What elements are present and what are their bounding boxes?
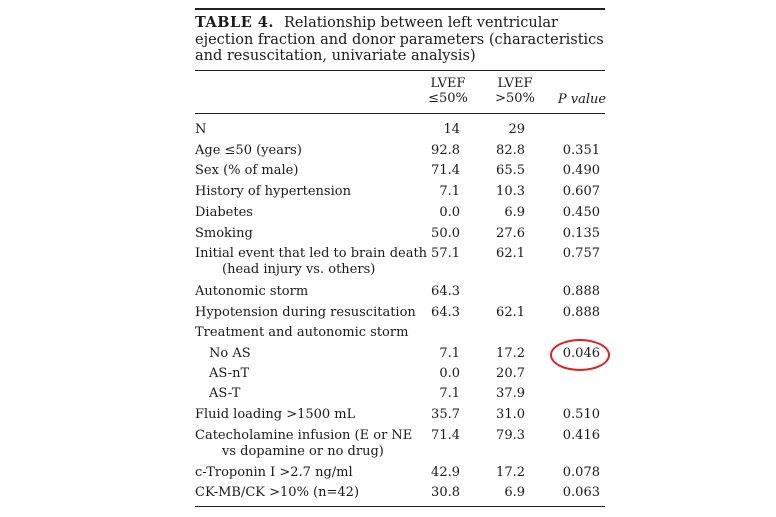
table-caption: Relationship between left ventricular ejection fraction and donor parameters (characteristics and resuscitation, univariate analysis): [195, 15, 604, 64]
row-value-lvef-high: 82.8: [496, 143, 525, 158]
row-label: [195, 428, 430, 459]
row-label: AS-T: [209, 386, 241, 401]
row-value-lvef-high: 17.2: [496, 346, 525, 361]
row-value-lvef-low: 35.7: [431, 407, 460, 422]
header-lvef-low: [418, 76, 478, 106]
row-label-line1: Initial event that led to brain death: [195, 246, 428, 261]
row-p-value: 0.888: [562, 305, 600, 320]
row-p-value: 0.063: [562, 485, 600, 500]
header-p-value-label: P value: [557, 92, 607, 107]
row-value-lvef-low: 7.1: [439, 346, 460, 361]
row-value-lvef-high: 17.2: [496, 465, 525, 480]
caption-rule: [195, 70, 605, 71]
table-label: TABLE 4.: [195, 14, 274, 31]
header-lvef-high-line1: LVEF: [497, 76, 533, 91]
header-lvef-low-line2: ≤50%: [428, 91, 468, 106]
row-value-lvef-high: 29: [508, 122, 525, 137]
row-value-lvef-low: 7.1: [439, 386, 460, 401]
row-value-lvef-high: 65.5: [496, 163, 525, 178]
row-label: Autonomic storm: [195, 284, 309, 299]
row-label: CK-MB/CK >10% (n=42): [195, 485, 360, 500]
row-value-lvef-high: 27.6: [496, 226, 525, 241]
row-label: Fluid loading >1500 mL: [195, 407, 356, 422]
row-label: [195, 246, 430, 277]
row-label: History of hypertension: [195, 184, 351, 199]
row-p-value: 0.888: [562, 284, 600, 299]
header-rule: [195, 113, 605, 114]
row-label: Sex (% of male): [195, 163, 299, 178]
header-lvef-low-line1: LVEF: [430, 76, 466, 91]
row-label: No AS: [209, 346, 251, 361]
row-value-lvef-low: 42.9: [431, 465, 460, 480]
row-value-lvef-high: 6.9: [504, 485, 525, 500]
row-value-lvef-high: 20.7: [496, 366, 525, 381]
row-p-value: 0.416: [562, 428, 600, 443]
bottom-rule: [195, 506, 605, 507]
row-value-lvef-low: 0.0: [439, 205, 460, 220]
row-value-lvef-low: 0.0: [439, 366, 460, 381]
row-value-lvef-high: 10.3: [496, 184, 525, 199]
row-p-value: 0.450: [562, 205, 600, 220]
row-label: Diabetes: [195, 205, 253, 220]
row-label: N: [195, 122, 207, 137]
header-lvef-high: [485, 76, 545, 106]
row-label: Age ≤50 (years): [195, 143, 302, 158]
row-p-value: 0.510: [562, 407, 600, 422]
row-p-value: 0.135: [562, 226, 600, 241]
row-value-lvef-low: 30.8: [431, 485, 460, 500]
row-value-lvef-low: 14: [443, 122, 460, 137]
row-p-value: 0.757: [562, 246, 600, 261]
top-rule: [195, 8, 605, 10]
row-value-lvef-low: 71.4: [431, 428, 460, 443]
row-label-line1: Catecholamine infusion (E or NE: [195, 428, 413, 443]
row-value-lvef-high: 6.9: [504, 205, 525, 220]
row-value-lvef-high: 31.0: [496, 407, 525, 422]
header-lvef-high-line2: >50%: [495, 91, 535, 106]
row-p-value: 0.351: [562, 143, 600, 158]
row-label-line2: (head injury vs. others): [222, 261, 376, 277]
row-label-line2: vs dopamine or no drug): [222, 443, 384, 459]
row-value-lvef-low: 92.8: [431, 143, 460, 158]
table-title: [195, 15, 615, 65]
row-label: Treatment and autonomic storm: [195, 325, 409, 340]
row-label: Smoking: [195, 226, 253, 241]
row-p-value: 0.607: [562, 184, 600, 199]
row-label: AS-nT: [209, 366, 250, 381]
row-value-lvef-high: 62.1: [496, 305, 525, 320]
highlight-circle: [550, 339, 610, 371]
row-value-lvef-low: 7.1: [439, 184, 460, 199]
row-value-lvef-low: 50.0: [431, 226, 460, 241]
row-value-lvef-high: 79.3: [496, 428, 525, 443]
row-value-lvef-high: 62.1: [496, 246, 525, 261]
row-label: c-Troponin I >2.7 ng/ml: [195, 465, 353, 480]
row-p-value: 0.078: [562, 465, 600, 480]
row-label: Hypotension during resuscitation: [195, 305, 416, 320]
row-value-lvef-low: 64.3: [431, 305, 460, 320]
row-value-lvef-high: 37.9: [496, 386, 525, 401]
row-value-lvef-low: 64.3: [431, 284, 460, 299]
row-value-lvef-low: 71.4: [431, 163, 460, 178]
row-p-value: 0.490: [562, 163, 600, 178]
header-p-value: [552, 92, 612, 107]
row-p-value: 0.046: [562, 346, 600, 361]
row-value-lvef-low: 57.1: [431, 246, 460, 261]
